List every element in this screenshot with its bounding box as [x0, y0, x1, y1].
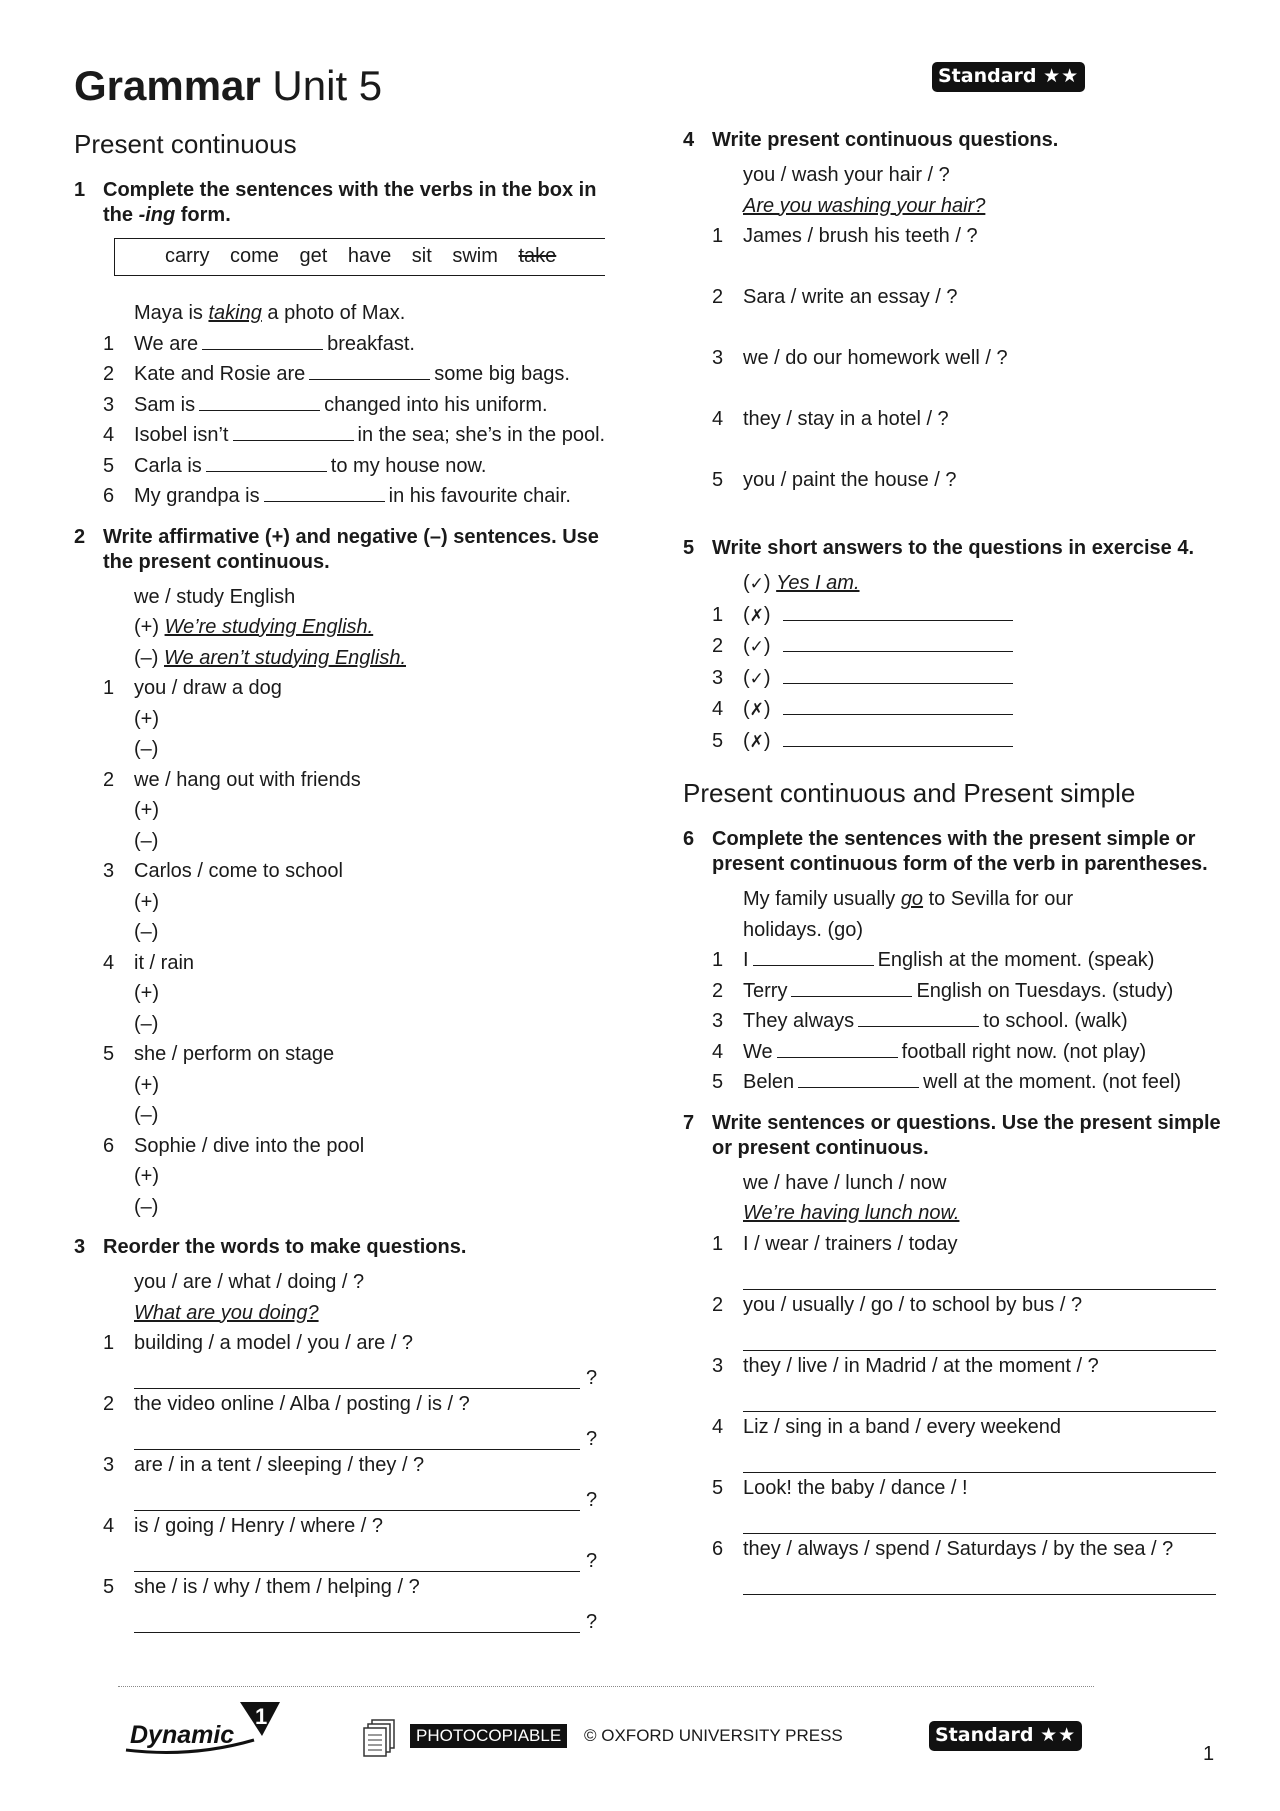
exercise-6 [683, 827, 1223, 1098]
cross-icon: ✗ [749, 605, 764, 626]
title-bold: Grammar [74, 62, 261, 109]
exercise-3-instruction [74, 1235, 614, 1260]
instruction-text: Complete the sentences with the present simple or present continuous form of the verb in parentheses. [712, 828, 1208, 875]
item-prompt: she / is / why / them / helping / ? [134, 1576, 420, 1598]
answer-blank[interactable] [206, 452, 327, 472]
item-prompt: we / hang out with friends [134, 768, 361, 791]
list-item [103, 1328, 614, 1359]
answer-space[interactable] [712, 496, 1223, 527]
answer-line[interactable] [712, 1442, 1223, 1473]
answer-space[interactable] [712, 374, 1223, 405]
box-word: swim [452, 245, 498, 267]
section-title-present-simple: Present continuous and Present simple [683, 778, 1136, 808]
item-text: English on Tuesdays. (study) [916, 979, 1174, 1002]
item-prompt: the video online / Alba / posting / is / ? [134, 1393, 470, 1415]
example-answer-line [712, 1198, 1223, 1229]
example-answer: go [900, 888, 924, 910]
answer-rule[interactable] [743, 1451, 1216, 1473]
item-number: 2 [103, 768, 115, 791]
list-item [712, 1067, 1223, 1098]
box-word: have [347, 245, 392, 267]
word-box [114, 238, 605, 276]
answer-line[interactable] [103, 1359, 614, 1390]
publisher-credit: © OXFORD UNIVERSITY PRESS [584, 1726, 843, 1745]
answer-rule[interactable] [134, 1367, 580, 1389]
answer-line[interactable] [712, 1564, 1223, 1595]
list-item [103, 948, 614, 979]
instruction-text: form. [175, 204, 231, 226]
item-number: 5 [103, 454, 115, 477]
exercise-number: 4 [683, 129, 695, 151]
item-number: 2 [712, 1293, 724, 1316]
list-item [712, 282, 1223, 313]
item-number: 6 [103, 485, 115, 507]
list-item [712, 1534, 1223, 1565]
plus-label: (+) [134, 616, 159, 638]
item-number: 4 [103, 951, 115, 974]
item-prompt: Sophie / dive into the pool [134, 1134, 365, 1157]
box-word: sit [411, 245, 432, 267]
item-prompt: I / wear / trainers / today [743, 1232, 958, 1255]
level-label: Standard [938, 65, 1037, 87]
item-number: 4 [103, 424, 115, 446]
item-text: Sam is [134, 393, 196, 416]
logo-number: 1 [255, 1704, 268, 1729]
answer-blank[interactable] [233, 421, 354, 441]
item-text: We [743, 1040, 773, 1063]
item-number: 3 [712, 666, 724, 689]
example-answer: Are you washing your hair? [743, 194, 986, 217]
item-number: 5 [712, 469, 724, 491]
minus-line[interactable]: (–) [134, 1195, 159, 1218]
example-answer: What are you doing? [134, 1301, 319, 1324]
item-number: 5 [712, 1071, 724, 1093]
exercise-2 [74, 525, 614, 1223]
example-answer: We’re studying English. [164, 616, 374, 638]
example-answer: taking [208, 302, 262, 324]
question-mark: ? [586, 1489, 598, 1511]
box-word: carry [165, 245, 210, 267]
example-text: My family usually [743, 888, 901, 910]
list-item [103, 329, 614, 360]
title-rest: Unit 5 [260, 62, 383, 109]
item-number: 2 [103, 363, 115, 385]
minus-line[interactable]: (–) [134, 829, 159, 852]
exercise-number: 7 [683, 1111, 695, 1134]
answer-rule[interactable] [134, 1611, 580, 1633]
item-number: 4 [712, 408, 724, 430]
example-positive [103, 612, 614, 643]
list-item [103, 1131, 614, 1162]
item-text: I [743, 949, 749, 971]
exercise-6-instruction [683, 827, 1223, 877]
item-number: 2 [712, 979, 724, 1002]
answer-blank[interactable] [264, 482, 385, 502]
example-answer: We aren’t studying English. [164, 646, 406, 669]
item-text: well at the moment. (not feel) [923, 1071, 1182, 1093]
instruction-text: Write present continuous questions. [712, 129, 1059, 151]
plus-line[interactable]: (+) [134, 982, 159, 1004]
example-prompt: you / wash your hair / ? [743, 164, 950, 186]
item-number: 1 [712, 225, 724, 247]
answer-rule[interactable] [743, 1329, 1216, 1351]
answer-line[interactable] [712, 1259, 1223, 1290]
list-item [712, 1412, 1223, 1443]
list-item [712, 1473, 1223, 1504]
answer-rule[interactable] [783, 664, 1013, 684]
example-answer-line [103, 1298, 614, 1329]
list-item [103, 856, 614, 887]
item-number: 2 [103, 1393, 115, 1415]
list-item: 5 (✗) [712, 726, 1223, 758]
item-number: 2 [712, 635, 724, 657]
question-mark: ? [586, 1550, 598, 1572]
list-item [103, 481, 614, 512]
example-short-answer: (✓) Yes I am. [743, 572, 860, 594]
list-item [712, 976, 1223, 1007]
list-item [103, 673, 614, 704]
list-item [712, 945, 1223, 976]
answer-rule[interactable] [743, 1512, 1216, 1534]
exercise-3-items [74, 1267, 614, 1633]
exercise-number: 1 [74, 179, 86, 201]
item-text: My grandpa is [134, 485, 260, 507]
exercise-4-instruction [683, 128, 1223, 153]
list-item [103, 451, 614, 482]
exercise-1-instruction [74, 178, 614, 228]
example-answer: We’re having lunch now. [743, 1202, 960, 1224]
minus-label: (–) [134, 646, 159, 669]
exercise-4-items [683, 160, 1223, 526]
instruction-emphasis: -ing [138, 204, 176, 226]
cross-icon: ✗ [749, 700, 764, 720]
item-number: 6 [712, 1537, 724, 1560]
item-prompt: we / do our homework well / ? [743, 347, 1008, 369]
minus-line[interactable]: (–) [134, 738, 159, 760]
item-prompt: it / rain [134, 951, 195, 974]
list-item: 3 (✓) [712, 663, 1223, 695]
example-sentence [712, 884, 1223, 945]
box-word-used: take [518, 245, 557, 267]
list-item [712, 1351, 1223, 1382]
photocopiable-label: PHOTOCOPIABLE [410, 1724, 567, 1748]
item-prompt: building / a model / you / are / ? [134, 1332, 414, 1354]
item-number: 1 [103, 1332, 115, 1354]
exercise-6-items [683, 884, 1223, 1098]
list-item [103, 420, 614, 451]
exercise-4 [683, 128, 1223, 526]
item-number: 5 [103, 1576, 115, 1598]
instruction-text: Reorder the words to make questions. [103, 1236, 467, 1258]
answer-blank[interactable] [798, 1068, 919, 1088]
exercise-1 [74, 178, 614, 512]
question-mark: ? [586, 1428, 598, 1450]
list-item [103, 1572, 614, 1603]
exercise-2-instruction [74, 525, 614, 575]
check-icon: ✓ [749, 637, 764, 657]
example-prompt: you / are / what / doing / ? [134, 1271, 365, 1293]
exercise-1-items [74, 298, 614, 512]
list-item [103, 765, 614, 796]
exercise-7 [683, 1111, 1223, 1595]
instruction-text: Write affirmative (+) and negative (–) sentences. Use the present continuous. [103, 525, 599, 573]
answer-blank[interactable] [858, 1007, 979, 1027]
answer-space[interactable] [712, 252, 1223, 283]
item-text: English at the moment. (speak) [877, 949, 1155, 971]
item-prompt: you / draw a dog [134, 677, 282, 699]
minus-line[interactable]: (–) [134, 1012, 159, 1035]
item-text: in the sea; she’s in the pool. [357, 424, 606, 446]
item-prompt: she / perform on stage [134, 1043, 335, 1065]
list-item [103, 390, 614, 421]
minus-line[interactable]: (–) [134, 921, 159, 943]
example-prompt: we / have / lunch / now [743, 1171, 947, 1194]
item-text: breakfast. [327, 332, 415, 355]
item-text: Terry [743, 979, 788, 1002]
item-text: We are [134, 332, 199, 355]
answer-blank[interactable] [202, 330, 323, 350]
answer-blank[interactable] [309, 360, 430, 380]
answer-rule[interactable] [783, 632, 1013, 652]
item-text: changed into his uniform. [324, 393, 548, 416]
box-word: come [230, 245, 279, 267]
item-text: to my house now. [330, 454, 487, 477]
plus-line[interactable]: (+) [134, 1165, 159, 1187]
answer-line[interactable] [103, 1420, 614, 1451]
exercise-7-items [683, 1168, 1223, 1595]
exercise-number: 6 [683, 828, 695, 850]
check-icon: ✓ [749, 668, 764, 689]
item-text: Carla is [134, 454, 202, 477]
item-prompt: Sara / write an essay / ? [743, 286, 958, 308]
list-item [103, 1039, 614, 1070]
item-prompt: James / brush his teeth / ? [743, 225, 978, 247]
list-item [712, 343, 1223, 374]
footer-divider [118, 1686, 1094, 1687]
exercise-2-items [74, 582, 614, 1223]
item-prompt: they / always / spend / Saturdays / by the sea / ? [743, 1537, 1174, 1560]
item-prompt: are / in a tent / sleeping / they / ? [134, 1454, 425, 1476]
example-prompt: we / study English [134, 585, 296, 608]
answer-line[interactable] [103, 1603, 614, 1634]
exercise-5-items [683, 568, 1223, 757]
answer-rule[interactable] [134, 1428, 580, 1450]
list-item: 2 (✓) [712, 631, 1223, 663]
plus-line[interactable]: (+) [134, 1073, 159, 1096]
answer-line[interactable] [103, 1481, 614, 1512]
exercise-number: 5 [683, 537, 695, 559]
list-item [712, 404, 1223, 435]
answer-blank[interactable] [777, 1038, 898, 1058]
page-number: 1 [1203, 1743, 1215, 1765]
item-text: football right now. (not play) [901, 1040, 1147, 1063]
list-item [712, 465, 1223, 496]
example-text: a photo of Max. [261, 302, 406, 324]
example-negative [103, 643, 614, 674]
page-title [74, 62, 382, 110]
level-stars-icon: ★★ [1040, 1724, 1077, 1746]
item-number: 4 [103, 1515, 115, 1537]
section-title-present-continuous: Present continuous [74, 129, 297, 159]
list-item [712, 1229, 1223, 1260]
example-text: to Sevilla for our holidays. (go) [743, 888, 1074, 941]
item-prompt: is / going / Henry / where / ? [134, 1515, 384, 1537]
item-prompt: you / usually / go / to school by bus / ? [743, 1293, 1083, 1316]
item-text: in his favourite chair. [388, 485, 571, 507]
instruction-text: Complete the sentences with the verbs in the box in the [103, 179, 597, 226]
list-item [103, 359, 614, 390]
item-number: 3 [103, 393, 115, 416]
answer-rule[interactable] [743, 1573, 1216, 1595]
level-stars-icon: ★★ [1043, 65, 1080, 87]
list-item [712, 1006, 1223, 1037]
item-number: 4 [712, 1040, 724, 1063]
item-text: to school. (walk) [983, 1010, 1128, 1032]
item-number: 1 [103, 332, 115, 355]
instruction-text: Write sentences or questions. Use the present simple or present continuous. [712, 1111, 1221, 1159]
answer-blank[interactable] [753, 946, 874, 966]
item-number: 2 [712, 286, 724, 308]
exercise-5 [683, 536, 1223, 757]
level-badge [932, 62, 1085, 92]
example-answer: Yes I am. [776, 572, 860, 594]
item-number: 1 [712, 1232, 724, 1255]
item-number: 5 [103, 1043, 115, 1065]
answer-rule[interactable] [743, 1390, 1216, 1412]
photocopy-icon [362, 1718, 398, 1758]
item-prompt: they / stay in a hotel / ? [743, 408, 949, 430]
right-column [683, 128, 1223, 1595]
minus-line[interactable]: (–) [134, 1104, 159, 1126]
item-number: 5 [712, 729, 724, 752]
item-text: Belen [743, 1071, 795, 1093]
exercise-number: 2 [74, 525, 86, 548]
item-text: some big bags. [434, 363, 570, 385]
answer-space[interactable] [712, 313, 1223, 344]
question-mark: ? [586, 1367, 598, 1389]
item-prompt: you / paint the house / ? [743, 469, 957, 491]
list-item: 4 (✗) [712, 694, 1223, 726]
answer-line[interactable] [712, 1381, 1223, 1412]
answer-space[interactable] [712, 435, 1223, 466]
item-number: 1 [712, 603, 724, 626]
item-number: 1 [712, 949, 724, 971]
answer-rule[interactable] [134, 1550, 580, 1572]
item-number: 3 [712, 1354, 724, 1377]
item-number: 6 [103, 1134, 115, 1157]
plus-line[interactable]: (+) [134, 890, 159, 913]
level-label: Standard [935, 1724, 1034, 1746]
example-sentence [103, 298, 614, 329]
box-word: get [299, 245, 328, 267]
item-number: 3 [712, 347, 724, 369]
item-number: 4 [712, 1415, 724, 1438]
plus-line[interactable]: (+) [134, 799, 159, 821]
example-answer-line [712, 191, 1223, 222]
answer-blank[interactable] [199, 391, 320, 411]
answer-line[interactable] [712, 1320, 1223, 1351]
exercise-3 [74, 1235, 614, 1633]
item-number: 1 [103, 677, 115, 699]
footer-level-badge [929, 1721, 1082, 1751]
answer-rule[interactable] [783, 601, 1013, 621]
item-text: Isobel isn’t [134, 424, 229, 446]
exercise-number: 3 [74, 1236, 86, 1258]
list-item [712, 1290, 1223, 1321]
answer-line[interactable] [712, 1503, 1223, 1534]
cross-icon: ✗ [749, 731, 764, 752]
answer-line[interactable] [103, 1542, 614, 1573]
list-item [103, 1511, 614, 1542]
list-item [712, 1037, 1223, 1068]
exercise-7-instruction [683, 1111, 1223, 1161]
item-number: 3 [103, 860, 115, 882]
left-column [74, 128, 614, 1633]
item-number: 3 [712, 1010, 724, 1032]
item-number: 4 [712, 698, 724, 720]
item-number: 5 [712, 1476, 724, 1499]
answer-rule[interactable] [783, 727, 1013, 747]
exercise-5-instruction [683, 536, 1223, 561]
item-text: They always [743, 1010, 855, 1032]
answer-rule[interactable] [134, 1489, 580, 1511]
question-mark: ? [586, 1611, 598, 1633]
answer-blank[interactable] [791, 977, 912, 997]
list-item [103, 1450, 614, 1481]
list-item: 1 (✗) [712, 600, 1223, 632]
check-icon: ✓ [749, 574, 764, 594]
item-number: 3 [103, 1454, 115, 1476]
item-text: Kate and Rosie are [134, 363, 306, 385]
dynamic-logo [122, 1696, 290, 1756]
item-prompt: they / live / in Madrid / at the moment / ? [743, 1354, 1099, 1377]
example-text: Maya is [134, 302, 209, 324]
logo-text: Dynamic [130, 1721, 235, 1749]
item-prompt: Carlos / come to school [134, 860, 343, 882]
instruction-text: Write short answers to the questions in exercise 4. [712, 537, 1195, 559]
list-item [712, 221, 1223, 252]
answer-rule[interactable] [783, 695, 1013, 715]
list-item [103, 1389, 614, 1420]
answer-rule[interactable] [743, 1268, 1216, 1290]
item-prompt: Look! the baby / dance / ! [743, 1476, 968, 1499]
plus-line[interactable]: (+) [134, 707, 159, 730]
item-prompt: Liz / sing in a band / every weekend [743, 1415, 1061, 1438]
